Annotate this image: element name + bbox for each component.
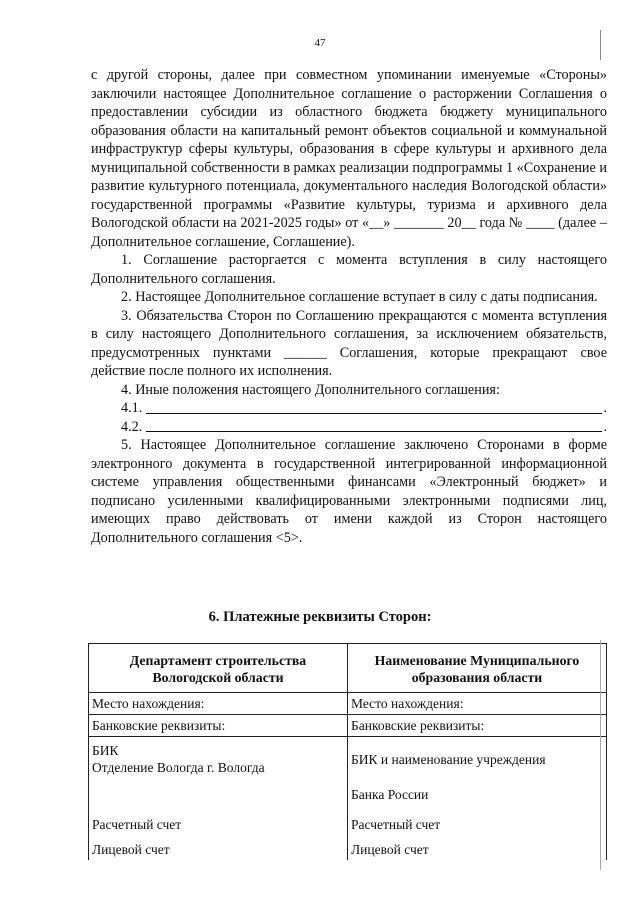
left-party-header: Департамент строительства Вологодской области <box>89 644 348 693</box>
right-bank-block <box>348 737 607 861</box>
payment-details-table <box>88 643 607 860</box>
left-bank-details: Банковские реквизиты: <box>89 715 348 737</box>
left-location: Место нахождения: <box>89 693 348 715</box>
right-bik-name: БИК и наименование учреждения <box>351 752 546 767</box>
clause-4-2-label: 4.2. <box>121 418 143 435</box>
table-row <box>89 715 607 737</box>
clause-1: 1. Соглашение расторгается с момента вступления в силу настоящего Дополнительного соглашения. <box>91 252 607 287</box>
scan-margin-line <box>600 30 601 60</box>
clause-3: 3. Обязательства Сторон по Соглашению прекращаются с момента вступления в силу настоящего Дополнительного соглашения, за исключением обязательств, предусмотренных пунктами ______ Соглашения, которые прекращают свое действие после полного их исполнения. <box>91 307 607 379</box>
left-personal-account: Лицевой счет <box>92 842 170 857</box>
left-bik: БИК <box>92 743 119 758</box>
agreement-body <box>91 66 607 547</box>
clause-4-2-line <box>121 418 607 437</box>
right-bank-details: Банковские реквизиты: <box>348 715 607 737</box>
right-bank: Банка России <box>351 787 429 802</box>
right-location: Место нахождения: <box>348 693 607 715</box>
right-personal-account: Лицевой счет <box>351 842 429 857</box>
section-title: 6. Платежные реквизиты Сторон: <box>208 609 432 625</box>
clause-2: 2. Настоящее Дополнительное соглашение вступает в силу с даты подписания. <box>121 289 598 305</box>
page-number: 47 <box>314 37 326 49</box>
clause-4-1-line <box>121 399 607 418</box>
intro-paragraph: с другой стороны, далее при совместном упоминании именуемые «Стороны» заключили настоящее Дополнительное соглашение о расторжении Соглашения о предоставлении субсидии из областного бюджета бюджету муниципального образования области на капитальный ремонт объектов социальной и коммунальной инфраструктур сферы культуры, образования в сфере культуры и архивного дела муниципальной собственности в рамках реализации подпрограммы 1 «Сохранение и развитие культурного потенциала, документального наследия Вологодской области» государственной программы «Развитие культуры, туризма и архивного дела Вологодской области на 2021-2025 годы» от «__» _______ 20__ года № ____ (далее – Дополнительное соглашение, Соглашение). <box>91 67 607 250</box>
scan-margin-line <box>600 640 601 870</box>
right-account: Расчетный счет <box>351 817 441 832</box>
table-row <box>89 693 607 715</box>
clause-4-1-label: 4.1. <box>121 400 143 416</box>
left-account: Расчетный счет <box>92 817 182 832</box>
clause-5: 5. Настоящее Дополнительное соглашение заключено Сторонами в форме электронного документа в государственной интегрированной информационной системе управления общественными финансами «Электронный бюджет» и подписано усиленными квалифицированными электронными подписями лиц, имеющих право действовать от имени каждой из Сторон настоящего Дополнительного соглашения <5>. <box>91 437 607 546</box>
left-branch: Отделение Вологда г. Вологда <box>92 760 265 775</box>
table-header-row <box>89 644 607 693</box>
left-bank-block <box>89 737 348 861</box>
right-party-header: Наименование Муниципального образования области <box>348 644 607 693</box>
blank-rule <box>146 401 602 414</box>
table-row <box>89 737 607 861</box>
blank-rule <box>146 419 602 432</box>
line-end-dot: . <box>603 418 607 435</box>
clause-4: 4. Иные положения настоящего Дополнительного соглашения: <box>121 381 500 398</box>
line-end-dot: . <box>603 400 607 416</box>
